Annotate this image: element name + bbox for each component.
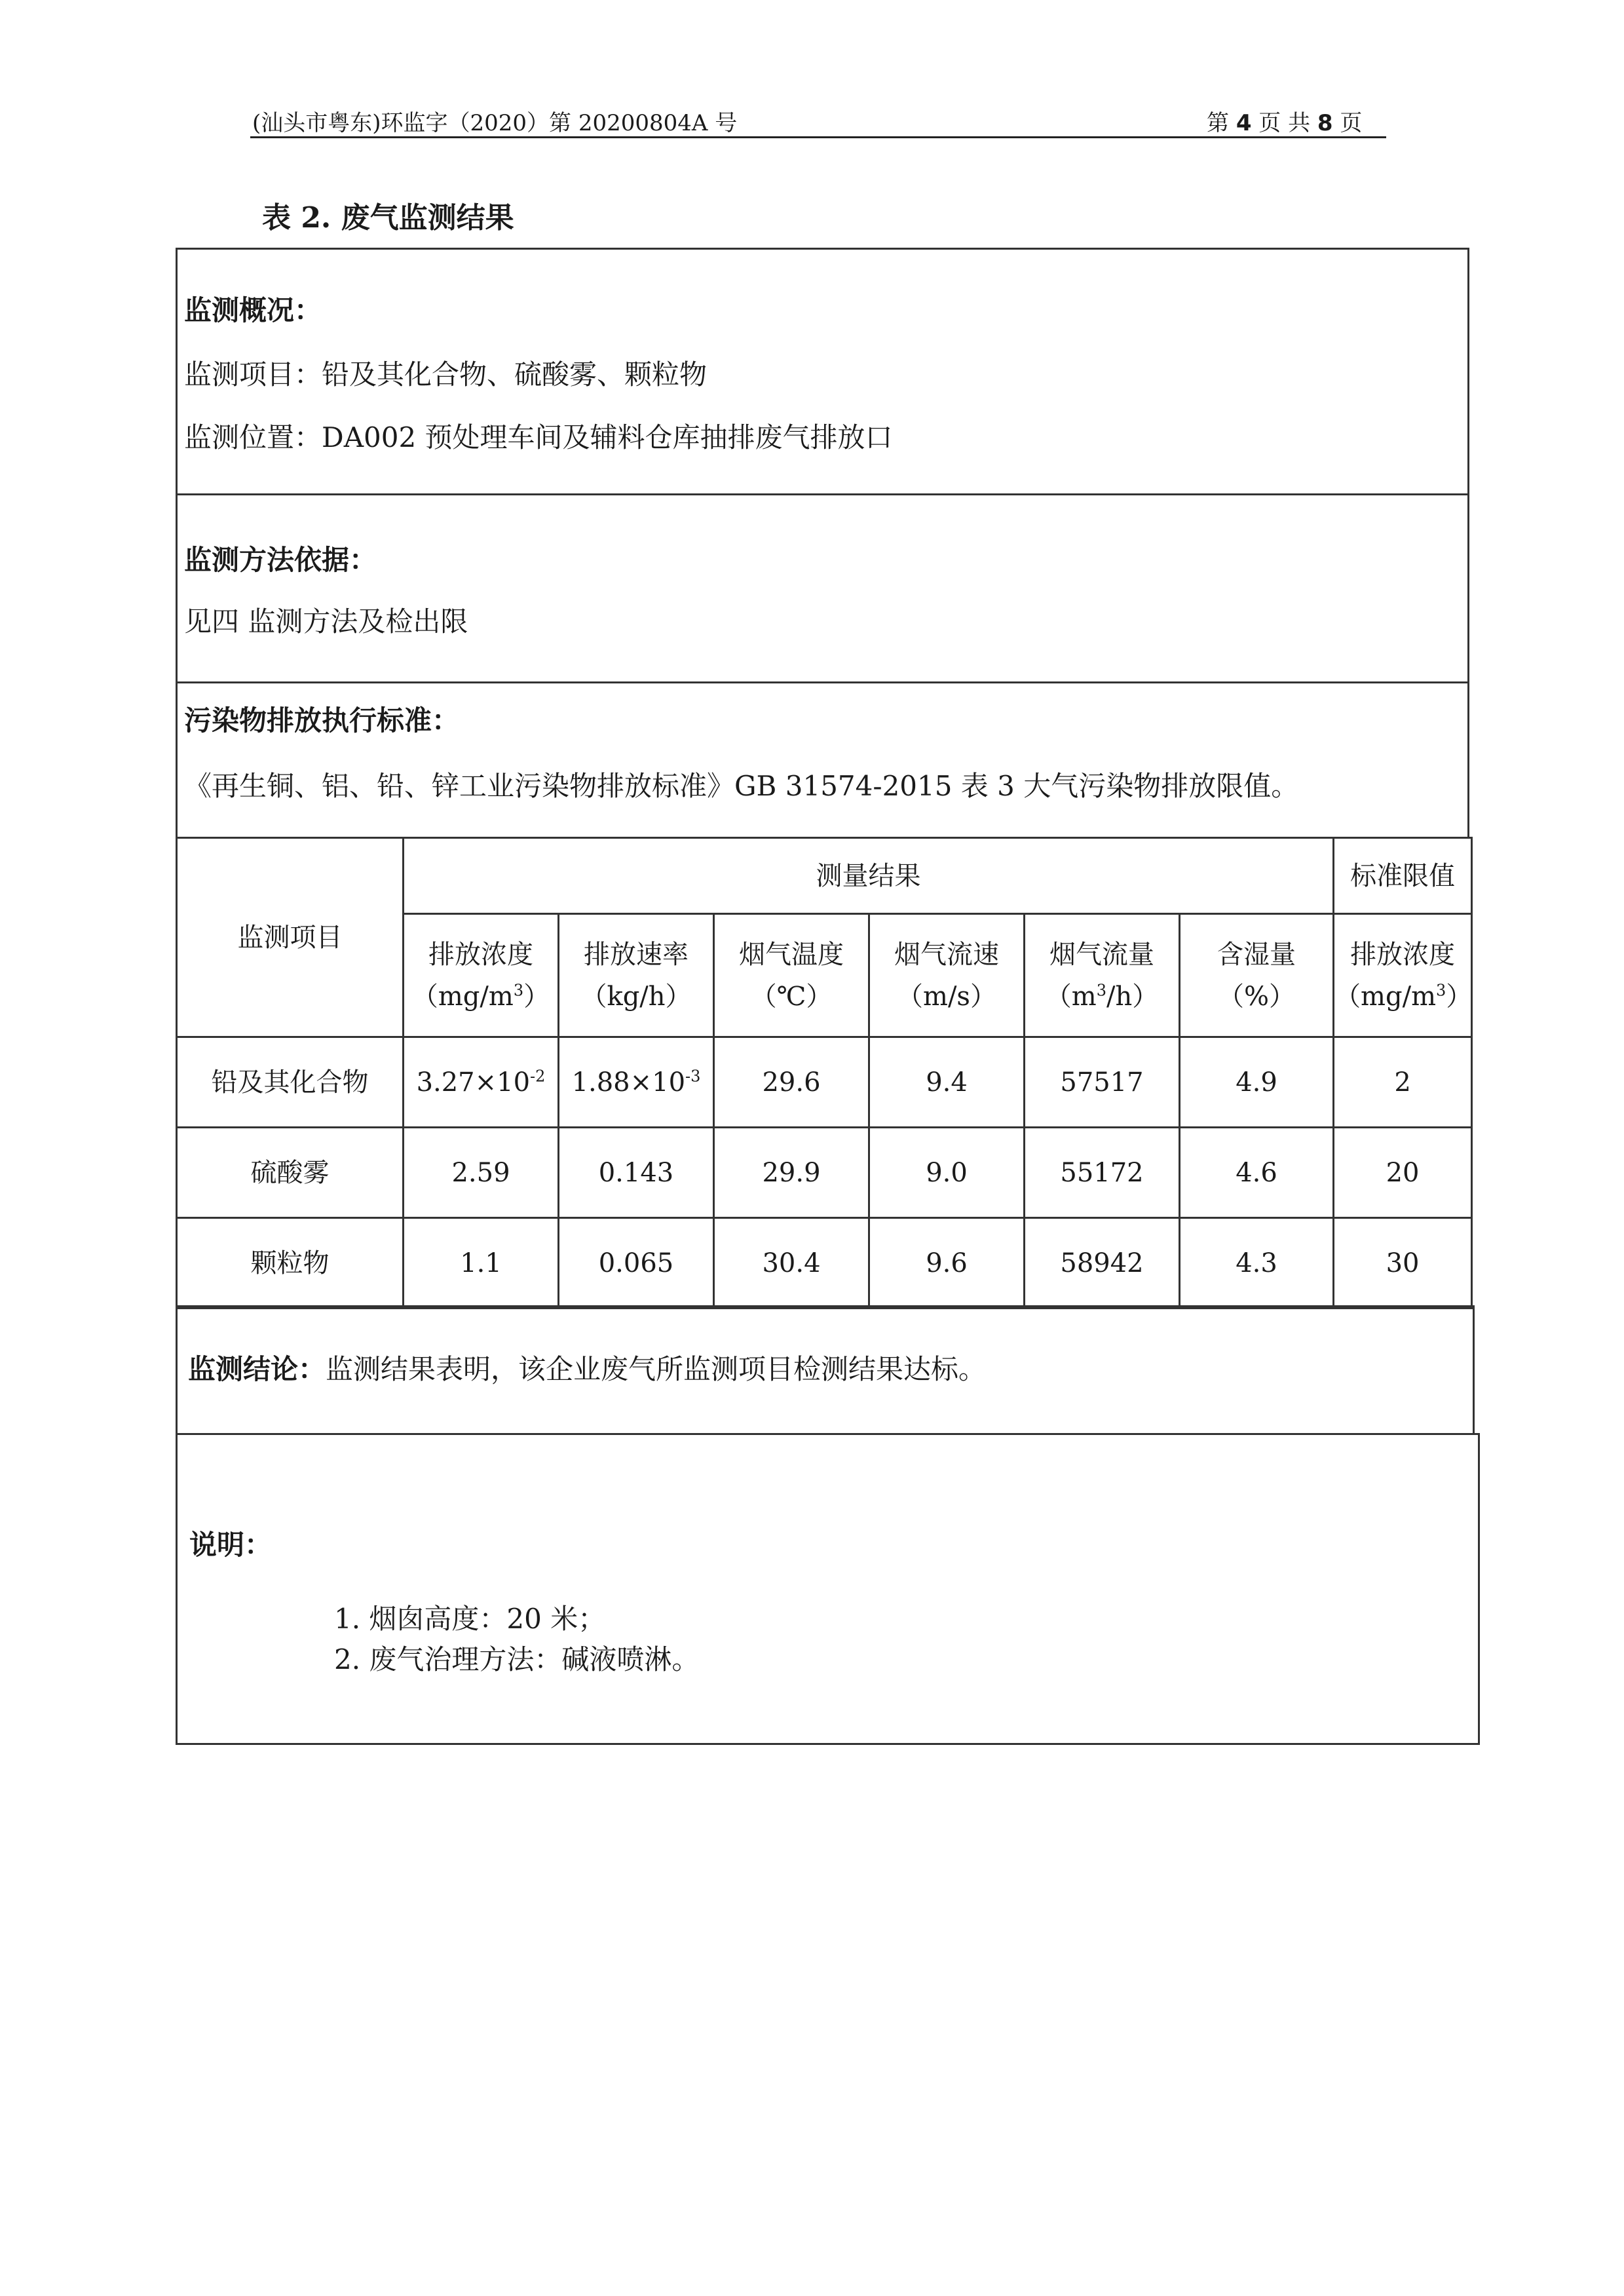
col-unit: （%） bbox=[1218, 981, 1296, 1012]
cell-velocity: 9.4 bbox=[869, 1037, 1025, 1128]
notes-section bbox=[176, 1433, 1480, 1745]
cell-flow: 55172 bbox=[1025, 1128, 1180, 1218]
col-unit: （mg/m bbox=[411, 981, 514, 1012]
col-header-item: 监测项目 bbox=[177, 838, 404, 1037]
col-header-flow bbox=[1025, 914, 1180, 1037]
col-header-temperature bbox=[714, 914, 869, 1037]
monitor-items-value: 铅及其化合物、硫酸雾、颗粒物 bbox=[322, 358, 708, 391]
note-item: 1. 烟囱高度：20 米； bbox=[334, 1603, 606, 1635]
value-base: 0.065 bbox=[598, 1248, 674, 1278]
method-section bbox=[176, 493, 1469, 683]
col-name: 烟气流量 bbox=[1049, 939, 1154, 970]
monitor-items-label: 监测项目： bbox=[184, 358, 322, 391]
standard-section bbox=[176, 681, 1469, 839]
page-suffix: 页 bbox=[1340, 110, 1363, 136]
value-base: 1.88×10 bbox=[571, 1067, 686, 1098]
col-group-measured: 测量结果 bbox=[404, 838, 1334, 914]
cell-flow: 58942 bbox=[1025, 1218, 1180, 1309]
document-number: (汕头市粤东)环监字（2020）第 20200804A 号 bbox=[252, 110, 738, 136]
page-prefix: 第 bbox=[1207, 110, 1229, 136]
cell-limit: 20 bbox=[1334, 1128, 1472, 1218]
col-header-moisture bbox=[1180, 914, 1334, 1037]
cell-limit: 2 bbox=[1334, 1037, 1472, 1128]
value-exponent: -2 bbox=[530, 1067, 546, 1086]
cell-velocity: 9.0 bbox=[869, 1128, 1025, 1218]
note-item: 2. 废气治理方法：碱液喷淋。 bbox=[334, 1643, 700, 1675]
conclusion-label: 监测结论： bbox=[188, 1353, 326, 1385]
standard-heading: 污染物排放执行标准： bbox=[184, 704, 460, 737]
col-name: 排放速率 bbox=[584, 939, 689, 970]
col-unit-post: /h） bbox=[1106, 981, 1159, 1012]
row-item: 铅及其化合物 bbox=[177, 1037, 404, 1128]
col-header-limit-concentration bbox=[1334, 914, 1472, 1037]
method-heading: 监测方法依据： bbox=[184, 544, 377, 576]
results-table bbox=[176, 837, 1473, 1309]
conclusion bbox=[188, 1348, 986, 1387]
notes-heading: 说明： bbox=[189, 1529, 273, 1561]
col-unit: （m bbox=[1045, 981, 1097, 1012]
page-mid: 页 共 bbox=[1258, 110, 1311, 136]
header-rule bbox=[250, 136, 1386, 138]
table-row bbox=[177, 1037, 1472, 1128]
col-header-concentration bbox=[404, 914, 559, 1037]
cell-temperature: 29.9 bbox=[714, 1128, 869, 1218]
value-exponent: -3 bbox=[685, 1067, 701, 1086]
col-unit: （℃） bbox=[750, 981, 833, 1012]
value-base: 3.27×10 bbox=[416, 1067, 531, 1098]
cell-limit: 30 bbox=[1334, 1218, 1472, 1309]
standard-text: 《再生铜、铝、铅、锌工业污染物排放标准》GB 31574-2015 表 3 大气污染物排放限值。 bbox=[184, 770, 1299, 802]
col-name: 排放浓度 bbox=[1350, 939, 1456, 970]
cell-moisture: 4.6 bbox=[1180, 1128, 1334, 1218]
cell-temperature: 30.4 bbox=[714, 1218, 869, 1309]
monitor-items bbox=[184, 353, 707, 392]
overview-section bbox=[176, 248, 1469, 495]
col-group-limit: 标准限值 bbox=[1334, 838, 1472, 914]
monitor-location-value: DA002 预处理车间及辅料仓库抽排废气排放口 bbox=[322, 421, 893, 453]
row-item: 硫酸雾 bbox=[177, 1128, 404, 1218]
cell-moisture: 4.3 bbox=[1180, 1218, 1334, 1309]
col-name: 烟气流速 bbox=[894, 939, 999, 970]
cell-concentration bbox=[404, 1218, 559, 1309]
col-unit-post: ） bbox=[523, 981, 550, 1012]
conclusion-text: 监测结果表明，该企业废气所监测项目检测结果达标。 bbox=[326, 1353, 987, 1385]
col-unit: （kg/h） bbox=[580, 981, 692, 1012]
value-base: 1.1 bbox=[460, 1248, 502, 1278]
value-base: 2.59 bbox=[451, 1157, 510, 1188]
cell-concentration bbox=[404, 1128, 559, 1218]
conclusion-section bbox=[176, 1305, 1475, 1435]
table-row bbox=[177, 1128, 1472, 1218]
cell-velocity: 9.6 bbox=[869, 1218, 1025, 1309]
cell-temperature: 29.6 bbox=[714, 1037, 869, 1128]
monitor-location bbox=[184, 416, 893, 455]
col-name: 排放浓度 bbox=[428, 939, 533, 970]
col-name: 含湿量 bbox=[1217, 939, 1296, 970]
col-unit: （m/s） bbox=[897, 981, 996, 1012]
col-unit: （mg/m bbox=[1334, 981, 1437, 1012]
overview-heading: 监测概况： bbox=[184, 294, 322, 326]
cell-rate bbox=[559, 1037, 714, 1128]
col-name: 烟气温度 bbox=[739, 939, 844, 970]
col-header-rate bbox=[559, 914, 714, 1037]
row-item: 颗粒物 bbox=[177, 1218, 404, 1309]
value-base: 0.143 bbox=[598, 1157, 674, 1188]
cell-concentration bbox=[404, 1037, 559, 1128]
unit-sup: 3 bbox=[1436, 981, 1446, 1000]
table-header-row bbox=[177, 838, 1472, 914]
col-unit-post: ） bbox=[1446, 981, 1473, 1012]
col-header-velocity bbox=[869, 914, 1025, 1037]
cell-rate bbox=[559, 1128, 714, 1218]
unit-sup: 3 bbox=[1096, 981, 1106, 1000]
table-title: 表 2. 废气监测结果 bbox=[262, 201, 514, 235]
unit-sup: 3 bbox=[513, 981, 524, 1000]
cell-flow: 57517 bbox=[1025, 1037, 1180, 1128]
cell-rate bbox=[559, 1218, 714, 1309]
table-row bbox=[177, 1218, 1472, 1309]
page-indicator bbox=[1207, 105, 1362, 137]
monitor-location-label: 监测位置： bbox=[184, 421, 322, 453]
page-total: 8 bbox=[1317, 110, 1333, 136]
cell-moisture: 4.9 bbox=[1180, 1037, 1334, 1128]
method-text: 见四 监测方法及检出限 bbox=[184, 605, 468, 638]
page-number: 4 bbox=[1236, 110, 1252, 136]
